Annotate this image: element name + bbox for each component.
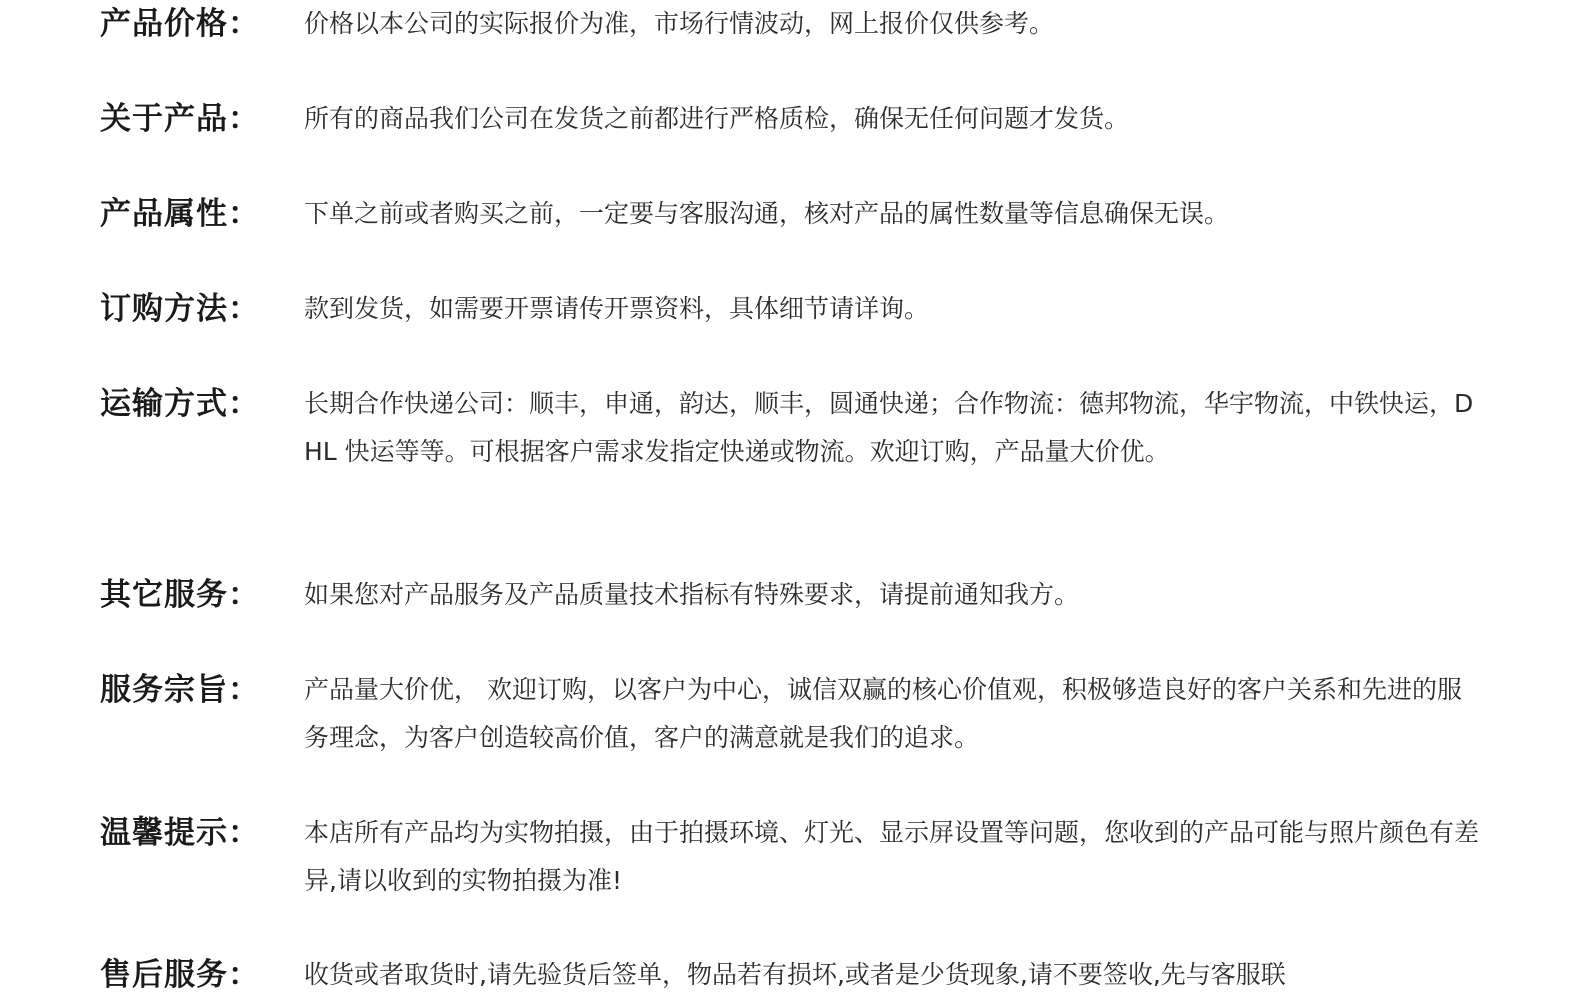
- section-text: 产品量大价优， 欢迎订购，以客户为中心，诚信双赢的核心价值观，积极够造良好的客户关系和先进的服务理念，为客户创造较高价值，客户的满意就是我们的追求。: [304, 675, 1462, 752]
- section-about-product: [100, 95, 1480, 143]
- section-order-method: [100, 285, 1480, 333]
- section-other-services: [100, 571, 1480, 619]
- section-product-price: [100, 0, 1480, 48]
- section-text: 本店所有产品均为实物拍摄，由于拍摄环境、灯光、显示屏设置等问题，您收到的产品可能与照片颜色有差异,请以收到的实物拍摄为准!: [304, 818, 1480, 895]
- section-label: 售后服务：: [100, 957, 260, 993]
- section-text: 价格以本公司的实际报价为准，市场行情波动，网上报价仅供参考。: [304, 9, 1055, 38]
- section-text: 下单之前或者购买之前，一定要与客服沟通，核对产品的属性数量等信息确保无误。: [304, 199, 1230, 228]
- section-shipping-method: [100, 380, 1480, 476]
- section-service-purpose: [100, 666, 1480, 762]
- section-label: 关于产品：: [100, 101, 260, 137]
- section-text: 长期合作快递公司：顺丰，申通，韵达，顺丰，圆通快递；合作物流：德邦物流，华宇物流，中铁快运，DHL 快运等等。可根据客户需求发指定快递或物流。欢迎订购，产品量大价优。: [304, 389, 1474, 466]
- section-label: 订购方法：: [100, 291, 260, 327]
- section-label: 运输方式：: [100, 386, 260, 422]
- section-label: 服务宗旨：: [100, 672, 260, 708]
- section-after-sales-service: [100, 951, 1480, 999]
- section-text: 款到发货，如需要开票请传开票资料，具体细节请详询。: [304, 294, 930, 323]
- section-text: 收货或者取货时,请先验货后签单，物品若有损坏,或者是少货现象,请不要签收,先与客服联: [304, 960, 1286, 989]
- section-label: 温馨提示：: [100, 815, 260, 851]
- section-label: 产品属性：: [100, 196, 260, 232]
- section-label: 产品价格：: [100, 6, 260, 42]
- section-text: 如果您对产品服务及产品质量技术指标有特殊要求，请提前通知我方。: [304, 580, 1080, 609]
- section-friendly-reminder: [100, 809, 1480, 905]
- section-text: 所有的商品我们公司在发货之前都进行严格质检，确保无任何问题才发货。: [304, 104, 1130, 133]
- section-product-attributes: [100, 190, 1480, 238]
- section-label: 其它服务：: [100, 577, 260, 613]
